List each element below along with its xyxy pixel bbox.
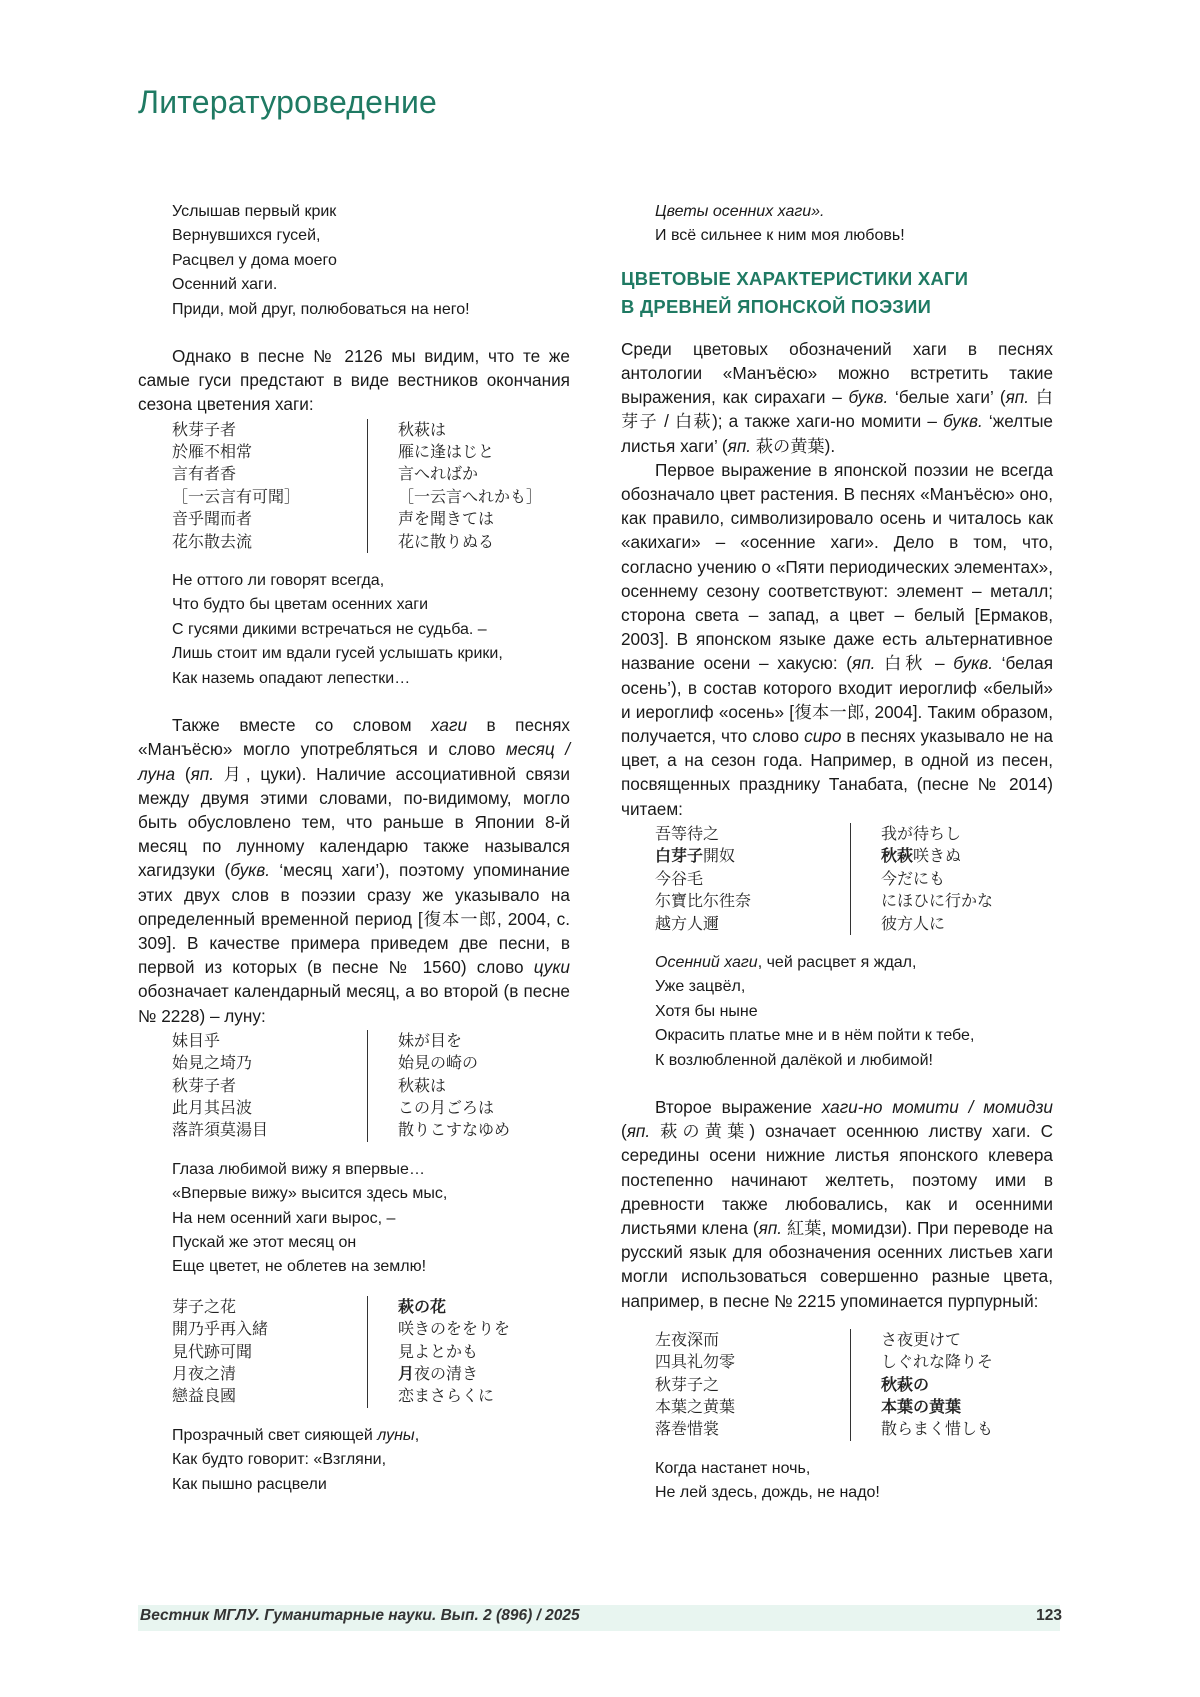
poem-line: Как будто говорит: «Взгляни,	[172, 1448, 570, 1472]
poem-line: Осенний хаги.	[172, 273, 570, 297]
kanbun-block	[621, 823, 1053, 935]
poem-line: «Впервые вижу» высится здесь мыс,	[172, 1182, 570, 1206]
poem-line: Уже зацвёл,	[655, 975, 1053, 999]
poem-line: Что будто бы цветам осенних хаги	[172, 593, 570, 617]
poem-line: Когда настанет ночь,	[655, 1457, 1053, 1481]
poem-line: Не лей здесь, дождь, не надо!	[655, 1481, 1053, 1505]
kanbun-reading: 萩の花 咲きのををりを 見よとかも 月夜の清き 恋まさらくに	[367, 1296, 510, 1408]
kanbun-reading: 妹が目を 始見の崎の 秋萩は この月ごろは 散りこすなゆめ	[367, 1030, 510, 1142]
section-title: Литературоведение	[138, 84, 437, 121]
kanbun-original: 芽子之花 開乃乎再入緒 見代跡可聞 月夜之清 戀益良國	[172, 1296, 367, 1408]
paragraph: Второе выражение хаги-но момити / момидзи (яп. 萩の黄葉) означает осеннюю листву хаги. С середины осени нижние листья японского клевера постепенно начинают желтеть, поэтому ими в древности также любовались, как и осенними листьями клена (яп. 紅葉, момидзи). При переводе на русский язык для обозначения осенних листьев хаги могли использоваться совершенно разные цвета, например, в песне № 2215 упоминается пурпурный:	[621, 1095, 1053, 1313]
kanbun-reading: 秋萩は 雁に逢はじと 言へればか ［一云言へれかも］ 声を聞きては 花に散りぬる	[367, 419, 542, 553]
kanbun-reading: さ夜更けて しぐれな降りそ 秋萩の 本葉の黄葉 散らまく惜しも	[850, 1329, 993, 1441]
poem-translation	[621, 951, 1053, 1073]
kanbun-block	[138, 1296, 570, 1408]
section-heading: ЦВЕТОВЫЕ ХАРАКТЕРИСТИКИ ХАГИ В ДРЕВНЕЙ ЯПОНСКОЙ ПОЭЗИИ	[621, 265, 1053, 321]
kanbun-block	[138, 419, 570, 553]
right-column	[621, 200, 1053, 1506]
poem-line: Лишь стоит им вдали гусей услышать крики,	[172, 642, 570, 666]
poem-translation	[138, 1424, 570, 1497]
poem-line: Не оттого ли говорят всегда,	[172, 569, 570, 593]
poem-line: Глаза любимой вижу я впервые…	[172, 1158, 570, 1182]
paragraph: Первое выражение в японской поэзии не всегда обозначало цвет растения. В песнях «Манъёсю» оно, как правило, символизировало осень и читалось как «акихаги» – «осенние хаги». Дело в том, что, согласно учению о «Пяти периодических элементах», осеннему сезону соответствуют: элемент – металл; сторона света – запад, а цвет – белый [Ермаков, 2003]. В японском языке даже есть альтернативное название осени – хакусю: (яп. 白秋 – букв. ‘белая осень’), в состав которого входит иероглиф «белый» и иероглиф «осень» [復本一郎, 2004]. Таким образом, получается, что слово сиро в песнях указывало не на цвет, а на сезон года. Например, в одной из песен, посвященных празднику Танабата, (песне № 2014) читаем:	[621, 458, 1053, 821]
kanbun-block	[621, 1329, 1053, 1441]
poem-line: Пускай же этот месяц он	[172, 1231, 570, 1255]
poem-line: Приди, мой друг, полюбоваться на него!	[172, 298, 570, 322]
poem-line: Расцвел у дома моего	[172, 249, 570, 273]
poem-translation	[621, 200, 1053, 249]
poem-line: Еще цветет, не облетев на землю!	[172, 1255, 570, 1279]
poem-line: Вернувшихся гусей,	[172, 224, 570, 248]
paragraph: Однако в песне № 2126 мы видим, что те же самые гуси предстают в виде вестников окончания сезона цветения хаги:	[138, 344, 570, 417]
poem-line: С гусями дикими встречаться не судьба. –	[172, 618, 570, 642]
poem-line: Как пышно расцвели	[172, 1473, 570, 1497]
poem-line: Как наземь опадают лепестки…	[172, 667, 570, 691]
poem-translation	[138, 1158, 570, 1280]
poem-line: Осенний хаги, чей расцвет я ждал,	[655, 951, 1053, 975]
kanbun-reading: 我が待ちし 秋萩咲きぬ 今だにも にほひに行かな 彼方人に	[850, 823, 993, 935]
poem-line: Окрасить платье мне и в нём пойти к тебе,	[655, 1024, 1053, 1048]
poem-line: На нем осенний хаги вырос, –	[172, 1207, 570, 1231]
poem-line: Цветы осенних хаги».	[655, 200, 1053, 224]
paragraph: Среди цветовых обозначений хаги в песнях антологии «Манъёсю» можно встретить такие выражения, как сирахаги – букв. ‘белые хаги’ (яп. 白芽子 / 白萩); а также хаги-но момити – букв. ‘желтые листья хаги’ (яп. 萩の黄葉).	[621, 337, 1053, 458]
kanbun-original: 左夜深而 四具礼勿零 秋芽子之 本葉之黄葉 落巻惜裳	[655, 1329, 850, 1441]
poem-line: И всё сильнее к ним моя любовь!	[655, 224, 1053, 248]
poem-translation	[138, 569, 570, 691]
footer-journal-title: Вестник МГЛУ. Гуманитарные науки. Вып. 2 (896) / 2025	[140, 1607, 580, 1625]
kanbun-block	[138, 1030, 570, 1142]
poem-translation	[621, 1457, 1053, 1506]
poem-line: Прозрачный свет сияющей луны,	[172, 1424, 570, 1448]
poem-line: Хотя бы ныне	[655, 1000, 1053, 1024]
paragraph: Также вместе со словом хаги в песнях «Манъёсю» могло употребляться и слово месяц / луна (яп. 月, цуки). Наличие ассоциативной связи между двумя этими словами, по-видимому, могло быть обусловлено тем, что раньше в Японии 8-й месяц по лунному календарю также назывался хагидзуки (букв. ‘месяц хаги’), поэтому упоминание этих двух слов в поэзии сразу же указывало на определенный временной период [復本一郎, 2004, с. 309]. В качестве примера приведем две песни, в первой из которых (в песне № 1560) слово цуки обозначает календарный месяц, а во второй (в песне № 2228) – луну:	[138, 713, 570, 1028]
poem-line: Услышав первый крик	[172, 200, 570, 224]
page-number: 123	[1036, 1607, 1062, 1625]
poem-line: К возлюбленной далёкой и любимой!	[655, 1049, 1053, 1073]
kanbun-original: 吾等待之 白芽子開奴 今谷毛 尓寶比尓徃奈 越方人邇	[655, 823, 850, 935]
left-column	[138, 200, 570, 1497]
poem-translation	[138, 200, 570, 322]
kanbun-original: 妹目乎 始見之埼乃 秋芽子者 此月其呂波 落許須莫湯目	[172, 1030, 367, 1142]
kanbun-original: 秋芽子者 於雁不相常 言有者香 ［一云言有可聞］ 音乎聞而者 花尓散去流	[172, 419, 367, 553]
